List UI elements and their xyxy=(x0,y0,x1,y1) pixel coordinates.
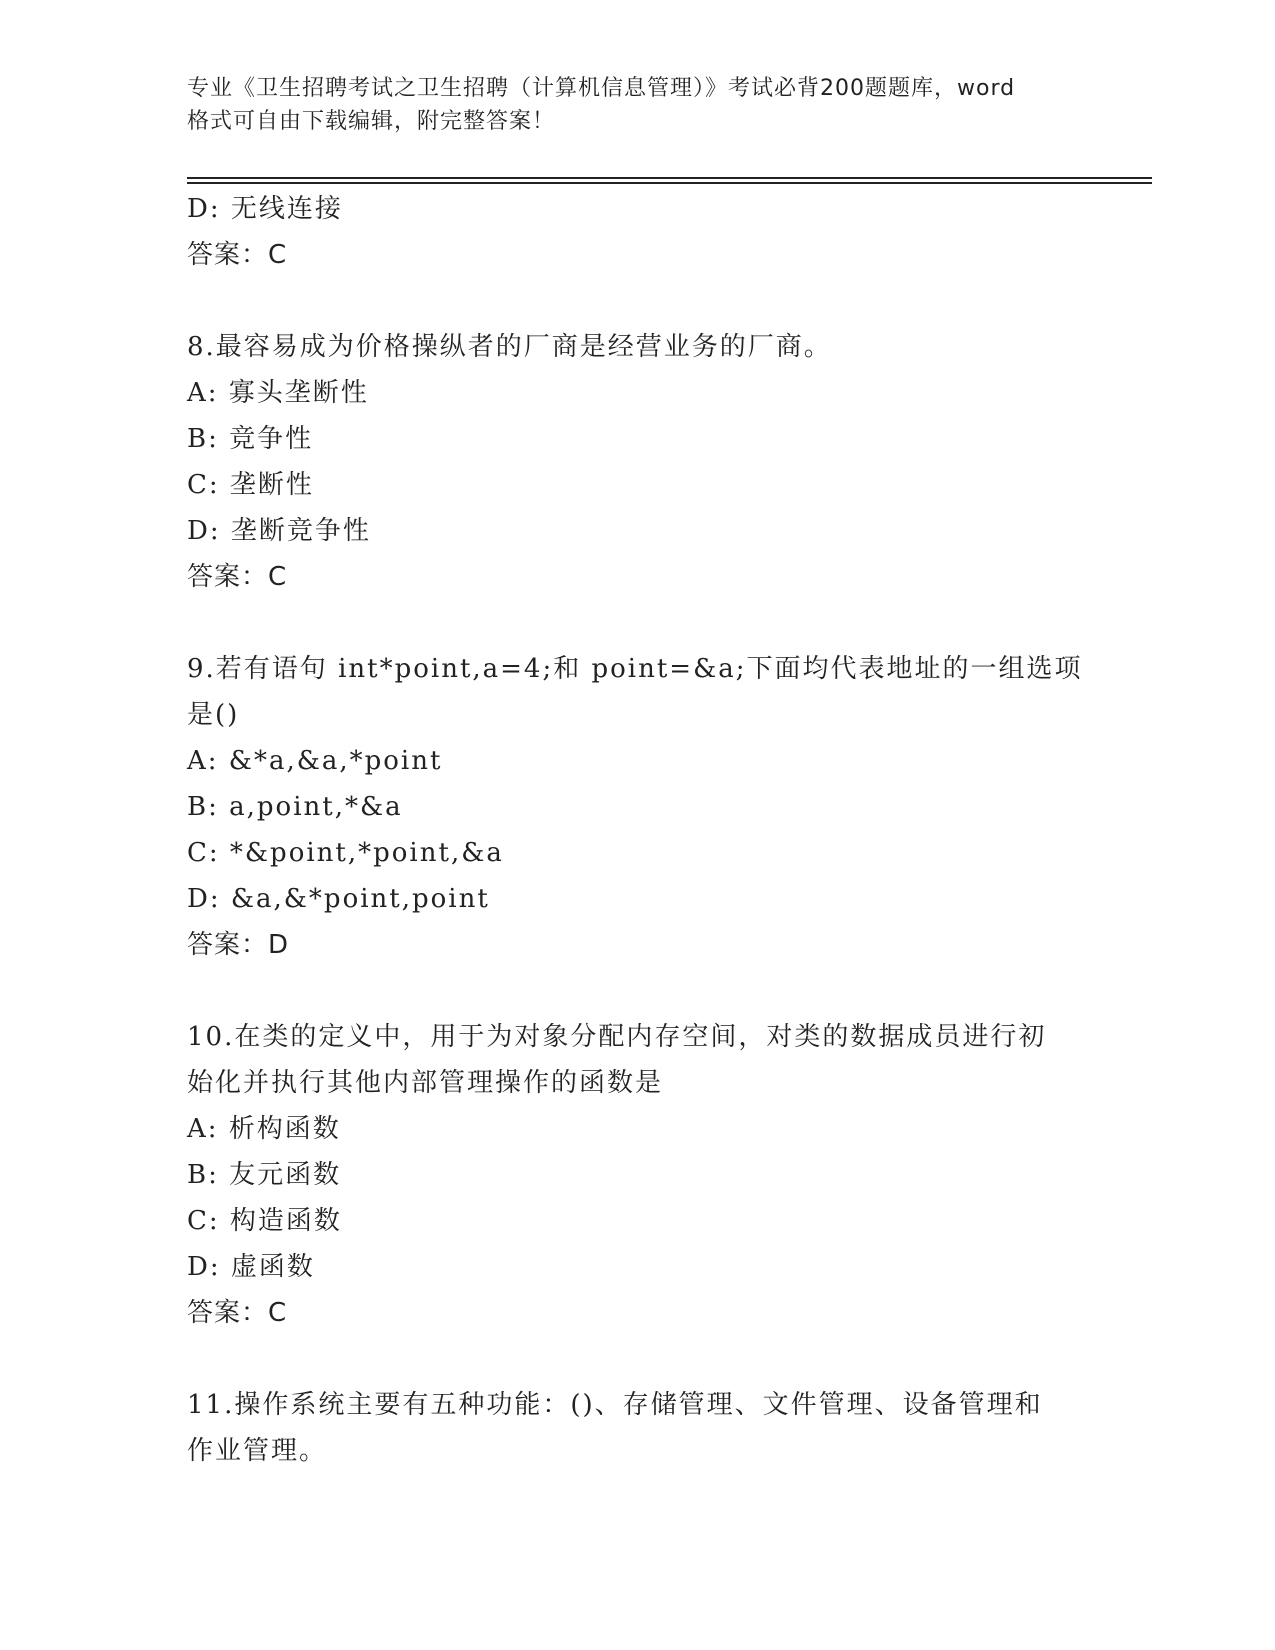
document-header xyxy=(187,72,1087,138)
header-title-line-2: 格式可自由下载编辑，附完整答案！ xyxy=(187,109,556,134)
header-divider-top xyxy=(187,177,1152,179)
question-10-option-a: A: 析构函数 xyxy=(187,1114,341,1144)
question-11-stem-line-1: 11.操作系统主要有五种功能：()、存储管理、文件管理、设备管理和 xyxy=(187,1390,1043,1420)
question-10-stem-line-1: 10.在类的定义中，用于为对象分配内存空间，对类的数据成员进行初 xyxy=(187,1022,1047,1052)
question-9-answer: 答案：D xyxy=(187,930,290,960)
question-list xyxy=(187,186,1087,1474)
question-9-stem-line-2: 是() xyxy=(187,700,240,730)
question-10-option-d: D: 虚函数 xyxy=(187,1252,315,1282)
spacer xyxy=(187,1336,1087,1382)
header-title-line-1: 专业《卫生招聘考试之卫生招聘（计算机信息管理）》考试必背200题题库，word xyxy=(187,76,1016,101)
question-8-option-b: B: 竞争性 xyxy=(187,424,314,454)
spacer xyxy=(187,968,1087,1014)
question-8-option-a: A: 寡头垄断性 xyxy=(187,378,369,408)
question-9-stem-line-1: 9.若有语句 int*point,a=4;和 point=&a;下面均代表地址的一组选项 xyxy=(187,654,1083,684)
question-9-option-b: B: a,point,*&a xyxy=(187,792,403,822)
question-8-option-c: C: 垄断性 xyxy=(187,470,314,500)
question-8-answer: 答案：C xyxy=(187,562,288,592)
spacer xyxy=(187,278,1087,324)
question-10-answer: 答案：C xyxy=(187,1298,288,1328)
question-9-option-a: A: &*a,&a,*point xyxy=(187,746,443,776)
question-9-option-d: D: &a,&*point,point xyxy=(187,884,490,914)
option-d: D: 无线连接 xyxy=(187,194,343,224)
question-10-stem-line-2: 始化并执行其他内部管理操作的函数是 xyxy=(187,1068,664,1098)
question-11-stem-line-2: 作业管理。 xyxy=(187,1436,328,1466)
spacer xyxy=(187,600,1087,646)
header-divider-bottom xyxy=(187,182,1152,184)
question-10-option-c: C: 构造函数 xyxy=(187,1206,342,1236)
question-9-option-c: C: *&point,*point,&a xyxy=(187,838,504,868)
answer-line: 答案：C xyxy=(187,240,288,270)
question-10-option-b: B: 友元函数 xyxy=(187,1160,342,1190)
question-8-option-d: D: 垄断竞争性 xyxy=(187,516,371,546)
question-8-stem: 8.最容易成为价格操纵者的厂商是经营业务的厂商。 xyxy=(187,332,832,362)
